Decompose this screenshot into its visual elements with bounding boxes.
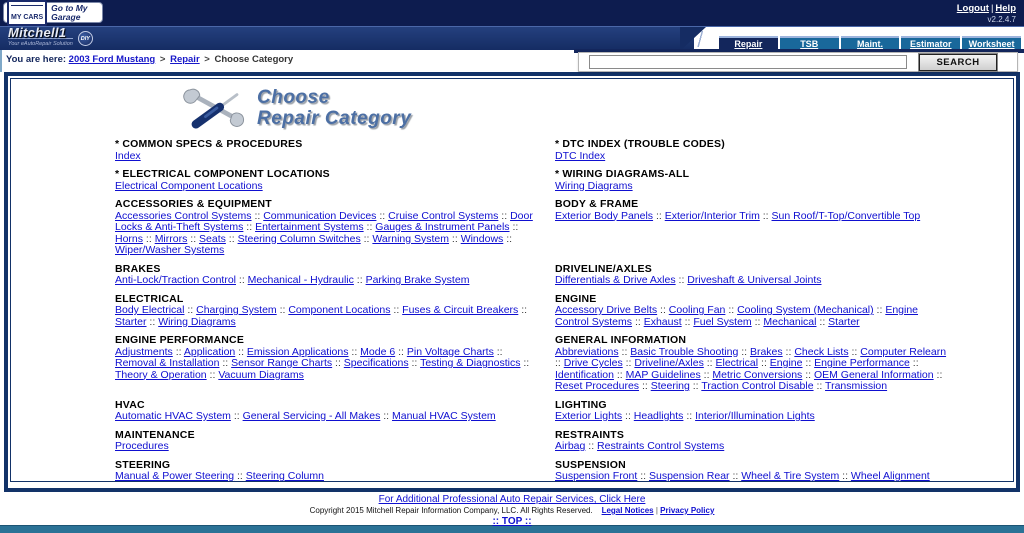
link-separator: ::	[848, 345, 861, 358]
category-link[interactable]: Mechanical	[763, 315, 817, 328]
category-heading: GENERAL INFORMATION	[555, 334, 687, 346]
link-separator: ::	[618, 345, 631, 358]
tab-repair[interactable]: Repair	[719, 36, 778, 51]
category-link[interactable]: Mechanical - Hydraulic	[247, 274, 354, 286]
category-link[interactable]: Steering Column	[245, 470, 324, 482]
category-link[interactable]: Exterior Lights	[555, 410, 623, 422]
category-link[interactable]: Windows	[460, 232, 504, 245]
link-separator: ::	[493, 345, 503, 358]
category-link[interactable]: Body Electrical	[115, 304, 185, 316]
go-to-my-garage-button[interactable]	[3, 2, 103, 23]
category-heading: * COMMON SPECS & PROCEDURES	[115, 138, 303, 150]
link-separator: ::	[703, 357, 716, 369]
footer: For Additional Professional Auto Repair Services, Click Here Copyright 2015 Mitchell Repair Information Company, LLC. All Rights Reserved. Legal Notices | Privacy Policy :: TOP ::	[0, 492, 1024, 525]
link-separator: ::	[172, 345, 184, 358]
legal-notices-link[interactable]: Legal Notices	[601, 506, 654, 515]
page-title-block	[183, 87, 1013, 129]
category-link[interactable]: Identification	[555, 368, 614, 381]
logout-link[interactable]: Logout	[956, 3, 989, 14]
category-link[interactable]: Differentials & Drive Axles	[555, 274, 676, 286]
top-link[interactable]: :: TOP ::	[492, 516, 532, 527]
category-link[interactable]: Wheel Alignment	[850, 470, 930, 482]
link-separator: ::	[613, 368, 626, 381]
category-heading: ELECTRICAL	[115, 292, 184, 305]
link-separator: ::	[235, 345, 247, 358]
category-link[interactable]: Starter	[115, 315, 147, 328]
category-heading: ACCESSORIES & EQUIPMENT	[115, 198, 272, 210]
link-separator: ::	[802, 368, 814, 381]
category-section	[115, 139, 555, 162]
category-heading: HVAC	[115, 398, 145, 411]
copyright-text: Copyright 2015 Mitchell Repair Information Company, LLC. All Rights Reserved.	[309, 506, 593, 515]
diy-badge-icon: DIY	[78, 31, 93, 46]
category-link[interactable]: Drive Cycles	[563, 357, 623, 369]
category-link[interactable]: OEM General Information	[813, 368, 934, 381]
category-link[interactable]: Airbag	[555, 440, 586, 452]
link-separator: ::	[230, 410, 243, 422]
content-card	[4, 72, 1020, 492]
link-separator: ::	[332, 357, 344, 369]
category-link[interactable]: Automatic HVAC System	[115, 410, 231, 422]
category-link[interactable]: Testing & Diagnostics	[420, 357, 521, 369]
link-separator: ::	[234, 470, 246, 482]
category-link[interactable]: Steering Column Switches	[237, 232, 361, 245]
category-grid	[115, 139, 1013, 482]
link-separator: ::	[637, 470, 649, 482]
category-link[interactable]: Reset Procedures	[555, 380, 640, 392]
category-heading: SUSPENSION	[555, 458, 626, 471]
additional-services-link[interactable]: For Additional Professional Auto Repair Services, Click Here	[378, 494, 646, 505]
category-section	[115, 199, 555, 257]
category-section	[115, 335, 555, 393]
tab-worksheet[interactable]: Worksheet	[962, 36, 1021, 51]
search-button[interactable]: SEARCH	[919, 54, 997, 71]
category-link[interactable]: MAP Guidelines	[625, 368, 701, 381]
category-link[interactable]: Warning System	[372, 232, 450, 245]
category-link[interactable]: Suspension Front	[555, 470, 638, 482]
category-link[interactable]: Mirrors	[154, 232, 188, 245]
link-separator: ::	[639, 380, 651, 392]
link-separator: ::	[632, 315, 644, 328]
category-link[interactable]: Cooling Fan	[668, 304, 726, 316]
category-link[interactable]: Exterior/Interior Trim	[664, 209, 760, 222]
category-link[interactable]: Fuses & Circuit Breakers	[402, 304, 519, 316]
mitchell1-logo	[0, 27, 93, 50]
category-link[interactable]: General Servicing - All Makes	[242, 410, 381, 422]
link-separator: ::	[585, 440, 598, 452]
category-link[interactable]: Check Lists	[794, 345, 849, 358]
category-link[interactable]: Computer Relearn	[860, 345, 947, 358]
category-section	[555, 199, 965, 257]
category-link[interactable]: Suspension Rear	[648, 470, 730, 482]
link-separator: ::	[251, 209, 264, 222]
breadcrumb-repair-link[interactable]: Repair	[170, 54, 200, 65]
help-link[interactable]: Help	[995, 3, 1016, 14]
category-link[interactable]: Adjustments	[115, 345, 173, 358]
link-separator: ::	[509, 221, 519, 233]
category-link[interactable]: Brakes	[749, 345, 783, 358]
category-section	[555, 335, 965, 393]
link-separator: ::	[725, 304, 738, 316]
link-separator: ::	[184, 304, 197, 316]
category-heading: STEERING	[115, 458, 171, 471]
category-link[interactable]: Communication Devices	[263, 209, 377, 222]
category-section	[555, 400, 965, 423]
search-panel	[578, 52, 1018, 72]
category-section	[115, 460, 555, 483]
category-link[interactable]: Parking Brake System	[365, 274, 470, 286]
link-separator: ::	[449, 232, 461, 245]
category-heading: BRAKES	[115, 262, 161, 275]
link-separator: ::	[395, 345, 407, 358]
link-separator: ::	[622, 410, 634, 422]
category-link[interactable]: Driveline/Axles	[634, 357, 704, 369]
link-separator: ::	[933, 368, 943, 381]
category-link[interactable]: Wiring Diagrams	[555, 179, 633, 192]
category-heading: * WIRING DIAGRAMS-ALL	[555, 168, 690, 180]
link-separator: ::	[408, 357, 421, 369]
category-section	[115, 400, 555, 423]
category-link[interactable]: Headlights	[633, 410, 684, 422]
category-heading: * ELECTRICAL COMPONENT LOCATIONS	[115, 168, 330, 180]
category-link[interactable]: Pin Voltage Charts	[406, 345, 494, 358]
category-link[interactable]: Vacuum Diagrams	[218, 368, 304, 381]
category-link[interactable]: Accessory Drive Belts	[555, 304, 658, 316]
link-separator: ::	[236, 274, 248, 286]
link-separator: ::	[873, 304, 886, 316]
link-separator: ::	[380, 410, 392, 422]
link-separator: ::	[360, 232, 373, 245]
category-heading: BODY & FRAME	[555, 198, 639, 210]
category-link[interactable]: Metric Conversions	[712, 368, 803, 381]
link-separator: ::	[813, 380, 826, 392]
category-section	[555, 264, 965, 287]
category-section	[115, 294, 555, 329]
category-link[interactable]: Horns	[115, 232, 144, 245]
link-separator: ::	[909, 357, 919, 369]
category-link[interactable]: Theory & Operation	[115, 368, 207, 381]
category-link[interactable]: Steering	[650, 380, 690, 392]
category-link[interactable]: Gauges & Instrument Panels	[375, 221, 510, 233]
link-separator: ::	[758, 357, 770, 369]
utility-row	[0, 50, 1024, 72]
logo-tagline: Your eAutoRepair Solution	[8, 41, 73, 47]
link-separator: ::	[675, 274, 688, 286]
link-separator: ::	[622, 357, 635, 369]
link-separator: ::	[390, 304, 403, 316]
category-link[interactable]: Door Locks & Anti-Theft Systems	[115, 209, 533, 233]
link-separator: ::	[276, 304, 289, 316]
tab-estimator[interactable]: Estimator	[901, 36, 960, 51]
link-separator: ::	[738, 345, 750, 358]
link-separator: ::	[839, 470, 851, 482]
category-link[interactable]: Manual HVAC System	[392, 410, 496, 422]
category-link[interactable]: Specifications	[343, 357, 409, 369]
link-separator: ::	[782, 345, 795, 358]
category-link[interactable]: Cooling System (Mechanical)	[737, 304, 874, 316]
link-separator: ::	[243, 221, 256, 233]
category-link[interactable]: Accessories Control Systems	[115, 209, 252, 222]
category-link[interactable]: Wiring Diagrams	[158, 315, 236, 328]
category-link[interactable]: Transmission	[825, 380, 888, 392]
link-separator: ::	[503, 232, 513, 245]
category-link[interactable]: Wheel & Tire System	[741, 470, 840, 482]
link-separator: ::	[689, 380, 702, 392]
page-title: Choose Repair Category	[257, 87, 412, 129]
category-section	[115, 264, 555, 287]
my-cars-label: MY CARS	[11, 13, 44, 21]
category-heading: DRIVELINE/AXLES	[555, 262, 652, 275]
link-separator: ::	[657, 304, 669, 316]
category-link[interactable]: Abbreviations	[555, 345, 619, 358]
category-heading: LIGHTING	[555, 398, 607, 411]
link-separator: ::	[498, 209, 511, 222]
category-link[interactable]: Seats	[199, 232, 226, 245]
category-link[interactable]: Traction Control Disable	[701, 380, 814, 392]
category-section	[555, 139, 965, 162]
search-input[interactable]	[589, 55, 907, 69]
category-link[interactable]: Driveshaft & Universal Joints	[687, 274, 822, 286]
category-link[interactable]: Exterior Body Panels	[555, 209, 654, 222]
category-link[interactable]: Exhaust	[643, 315, 682, 328]
link-separator: ::	[700, 368, 713, 381]
tab-tsb[interactable]: TSB	[780, 36, 839, 51]
privacy-policy-link[interactable]: Privacy Policy	[660, 506, 715, 515]
link-separator: ::	[363, 221, 376, 233]
link-separator: ::	[729, 470, 742, 482]
category-section	[555, 169, 965, 192]
breadcrumb-vehicle-link[interactable]: 2003 Ford Mustang	[68, 54, 156, 65]
category-heading: * DTC INDEX (TROUBLE CODES)	[555, 138, 725, 150]
top-bar: MY CARS Go to My Garage Logout | Help v2.2.4.7	[0, 0, 1024, 26]
category-link[interactable]: Manual & Power Steering	[115, 470, 235, 482]
link-separator: ::	[219, 357, 232, 369]
category-link[interactable]: Sensor Range Charts	[231, 357, 333, 369]
link-separator: ::	[751, 315, 764, 328]
link-separator: ::	[816, 315, 829, 328]
link-separator: ::	[555, 357, 564, 369]
category-heading: ENGINE PERFORMANCE	[115, 334, 245, 346]
link-separator: ::	[653, 209, 665, 222]
category-link[interactable]: Wiper/Washer Systems	[115, 244, 225, 256]
breadcrumb-current: Choose Category	[214, 54, 294, 65]
category-link[interactable]: Procedures	[115, 440, 169, 452]
category-heading: ENGINE	[555, 292, 597, 305]
category-link[interactable]: Basic Trouble Shooting	[630, 345, 739, 358]
category-link[interactable]: Emission Applications	[246, 345, 349, 358]
link-separator: ::	[518, 304, 528, 316]
category-section	[115, 169, 555, 192]
category-link[interactable]: Starter	[828, 315, 860, 328]
link-separator: ::	[353, 274, 366, 286]
link-separator: ::	[681, 315, 694, 328]
category-section	[555, 294, 965, 329]
category-link[interactable]: Charging System	[196, 304, 277, 316]
category-section	[555, 460, 965, 483]
category-link[interactable]: Removal & Installation	[115, 357, 220, 369]
category-heading: RESTRAINTS	[555, 428, 625, 441]
logo-title: Mitchell1	[8, 28, 73, 39]
breadcrumb-prefix: You are here:	[6, 54, 67, 65]
garage-button-label: Go to My Garage	[51, 2, 88, 22]
category-link[interactable]: Application	[183, 345, 236, 358]
tab-maint[interactable]: Maint.	[841, 36, 900, 51]
link-separator: ::	[520, 357, 530, 369]
category-link[interactable]: Engine Performance	[814, 357, 910, 369]
nav-tabs	[694, 27, 1024, 51]
category-link[interactable]: Interior/Illumination Lights	[695, 410, 815, 422]
category-link[interactable]: Electrical Component Locations	[115, 179, 263, 192]
category-link[interactable]: Anti-Lock/Traction Control	[115, 274, 236, 286]
category-link[interactable]: Mode 6	[360, 345, 396, 358]
license-plate-icon	[7, 0, 47, 26]
category-link[interactable]: Engine Control Systems	[555, 304, 919, 328]
link-separator: ::	[206, 368, 219, 381]
link-separator: ::	[759, 209, 772, 222]
category-link[interactable]: Sun Roof/T-Top/Convertible Top	[771, 209, 921, 222]
category-link[interactable]: Component Locations	[288, 304, 391, 316]
link-separator: ::	[683, 410, 696, 422]
category-link[interactable]: Engine	[769, 357, 803, 369]
link-separator: ::	[146, 315, 159, 328]
header-band	[0, 26, 1024, 50]
category-link[interactable]: Electrical	[715, 357, 759, 369]
link-separator: ::	[802, 357, 815, 369]
category-section	[115, 430, 555, 453]
category-link[interactable]: Fuel System	[693, 315, 752, 328]
category-section	[555, 430, 965, 453]
link-separator: ::	[348, 345, 361, 358]
category-link[interactable]: Entertainment Systems	[255, 221, 364, 233]
link-separator: ::	[187, 232, 200, 245]
category-heading: MAINTENANCE	[115, 428, 195, 441]
category-link[interactable]: Restraints Control Systems	[597, 440, 725, 452]
link-separator: ::	[143, 232, 155, 245]
category-link[interactable]: Cruise Control Systems	[388, 209, 499, 222]
breadcrumb: You are here: 2003 Ford Mustang > Repair > Choose Category	[6, 54, 294, 65]
category-link[interactable]: Index	[115, 149, 141, 162]
category-link[interactable]: DTC Index	[555, 149, 606, 162]
version-label: v2.2.4.7	[987, 15, 1016, 24]
crossed-tools-icon	[183, 87, 247, 129]
link-separator: ::	[225, 232, 238, 245]
link-separator: ::	[376, 209, 389, 222]
